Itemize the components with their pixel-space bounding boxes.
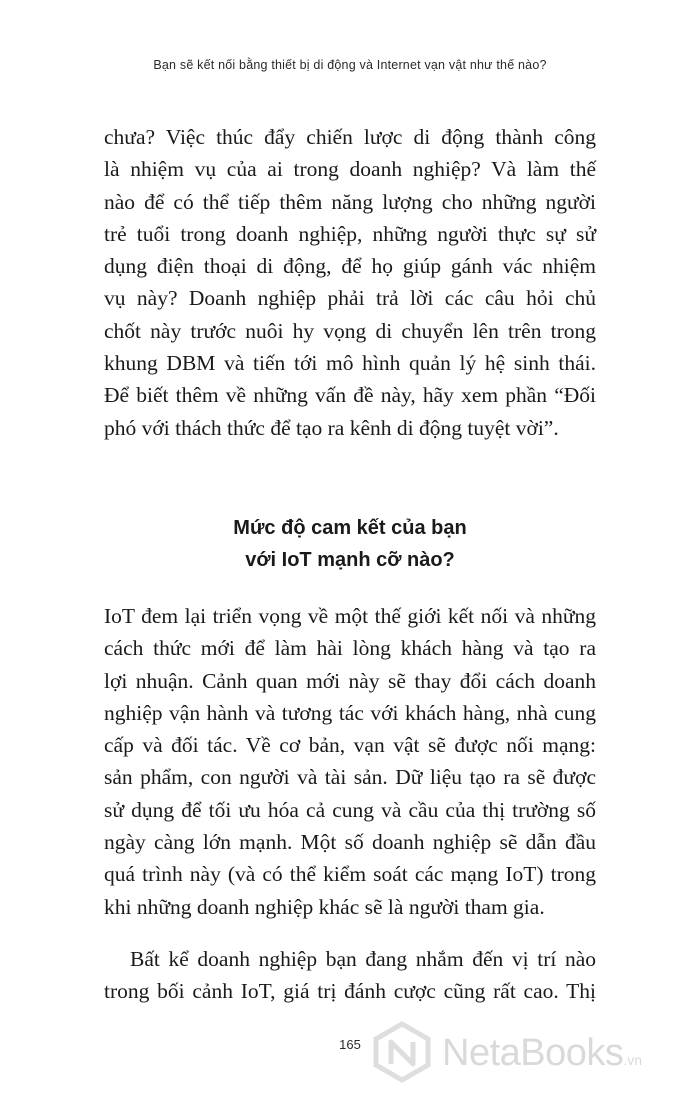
text-line: lợi nhuận. Cảnh quan mới này sẽ thay đổi cách doanh bbox=[104, 668, 596, 693]
text-line: sử dụng để tối ưu hóa cả cung và cầu của thị trường số bbox=[104, 797, 596, 822]
text-line: sản phẩm, con người và tài sản. Dữ liệu tạo ra sẽ được bbox=[104, 765, 596, 790]
text-line: ngày càng lớn mạnh. Một số doanh nghiệp sẽ dẫn đầu bbox=[104, 830, 596, 855]
section-heading-line-2: với IoT mạnh cỡ nào? bbox=[245, 549, 455, 571]
text-line: trong bối cảnh IoT, giá trị đánh cược cũng rất cao. Thị bbox=[104, 979, 596, 1004]
watermark-suffix: .vn bbox=[623, 1052, 643, 1068]
section-heading-line-1: Mức độ cam kết của bạn bbox=[233, 517, 467, 539]
netabooks-logo-icon bbox=[370, 1020, 434, 1084]
page-number: 165 bbox=[339, 1037, 361, 1052]
section-heading bbox=[0, 512, 700, 576]
text-line: là nhiệm vụ của ai trong doanh nghiệp? Và làm thế bbox=[104, 157, 596, 182]
watermark bbox=[370, 1020, 690, 1090]
text-line: nghiệp vận hành và tương tác với khách hàng, nhà cung bbox=[104, 700, 596, 725]
text-line: khung DBM và tiến tới mô hình quản lý hệ sinh thái. bbox=[104, 351, 596, 376]
watermark-brand-name: NetaBooks bbox=[442, 1032, 624, 1074]
text-line: dụng điện thoại di động, để họ giúp gánh vác nhiệm bbox=[104, 254, 596, 279]
paragraph-1 bbox=[104, 121, 596, 444]
watermark-brand bbox=[442, 1032, 642, 1075]
text-line: IoT đem lại triển vọng về một thế giới kết nối và những bbox=[104, 604, 596, 628]
running-header: Bạn sẽ kết nối bằng thiết bị di động và Internet vạn vật như thế nào? bbox=[153, 58, 547, 72]
text-line: trẻ tuổi trong doanh nghiệp, những người thực sự sử bbox=[104, 221, 596, 246]
text-line: chốt này trước nuôi hy vọng di chuyển lên trên trong bbox=[104, 318, 596, 343]
text-line: cách thức mới để làm hài lòng khách hàng và tạo ra bbox=[104, 636, 596, 661]
paragraph-2 bbox=[104, 600, 596, 923]
text-line: cấp và đối tác. Về cơ bản, vạn vật sẽ được nối mạng: bbox=[104, 733, 596, 758]
text-line: khi những doanh nghiệp khác sẽ là người tham gia. bbox=[104, 894, 545, 919]
text-line: nào để có thể tiếp thêm năng lượng cho những người bbox=[104, 189, 596, 214]
text-line: Bất kể doanh nghiệp bạn đang nhắm đến vị trí nào bbox=[130, 947, 596, 971]
paragraph-3 bbox=[104, 943, 596, 1008]
text-line: chưa? Việc thúc đẩy chiến lược di động thành công bbox=[104, 125, 596, 149]
text-line: Để biết thêm về những vấn đề này, hãy xem phần “Đối bbox=[104, 383, 596, 408]
text-line: vụ này? Doanh nghiệp phải trả lời các câu hỏi chủ bbox=[104, 286, 596, 311]
text-line: phó với thách thức để tạo ra kênh di động tuyệt vời”. bbox=[104, 415, 559, 440]
text-line: quá trình này (và có thể kiểm soát các mạng IoT) trong bbox=[104, 862, 596, 887]
